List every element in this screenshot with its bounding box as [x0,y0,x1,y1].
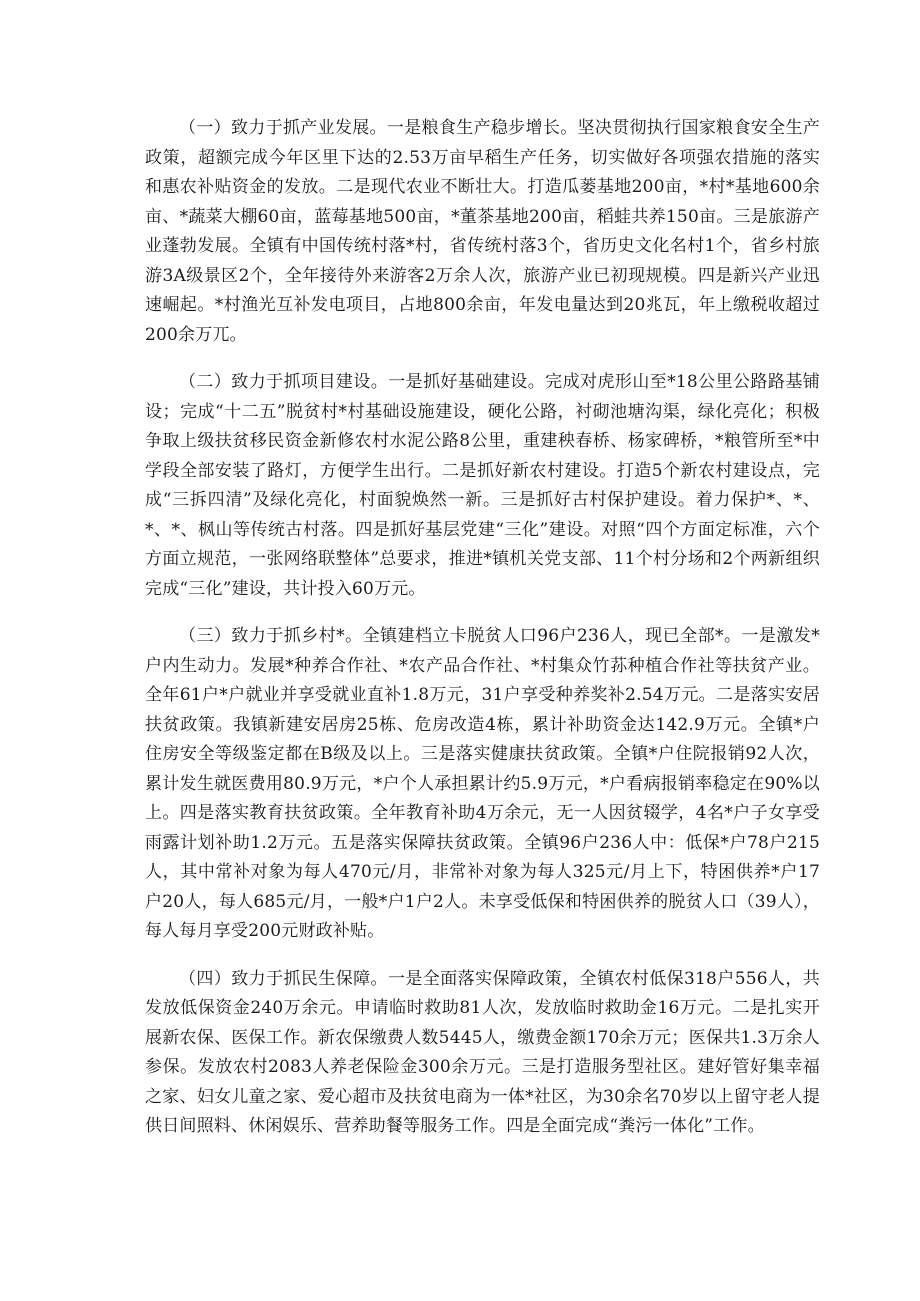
paragraph-project-construction: （二）致力于抓项目建设。一是抓好基础建设。完成对虎形山至*18公里公路路基铺设；完成“十二五”脱贫村*村基础设施建设，硬化公路，衬砌池塘沟渠，绿化亮化；积极争取上级扶贫移民资金新修农村水泥公路8公里，重建秧春桥、杨家碑桥，*粮管所至*中学段全部安装了路灯，方便学生出行。二是抓好新农村建设。打造5个新农村建设点，完成“三拆四清”及绿化亮化，村面貌焕然一新。三是抓好古村保护建设。着力保护*、*、*、*、枫山等传统古村落。四是抓好基层党建“三化”建设。对照“四个方面定标准，六个方面立规范，一张网络联整体”总要求，推进*镇机关党支部、11个村分场和2个两新组织完成“三化”建设，共计投入60万元。 [145,372,820,599]
paragraph-industry-development: （一）致力于抓产业发展。一是粮食生产稳步增长。坚决贯彻执行国家粮食安全生产政策，超额完成今年区里下达的2.53万亩早稻生产任务，切实做好各项强农措施的落实和惠农补贴资金的发放。二是现代农业不断壮大。打造瓜蒌基地200亩，*村*基地600余亩、*蔬菜大棚60亩，蓝莓基地500亩，*董茶基地200亩，稻蛙共养150亩。三是旅游产业蓬勃发展。全镇有中国传统村落*村，省传统村落3个，省历史文化名村1个，省乡村旅游3A级景区2个，全年接待外来游客2万余人次，旅游产业已初现规模。四是新兴产业迅速崛起。*村渔光互补发电项目，占地800余亩，年发电量达到20兆瓦，年上缴税收超过200余万兀。 [145,118,820,345]
paragraph-livelihood-security: （四）致力于抓民生保障。一是全面落实保障政策，全镇农村低保318户556人，共发放低保资金240万余元。申请临时救助81人次，发放临时救助金16万元。二是扎实开展新农保、医保工作。新农保缴费人数5445人，缴费金额170余万元；医保共1.3万余人参保。发放农村2083人养老保险金300余万元。三是打造服务型社区。建好管好集幸福之家、妇女儿童之家、爱心超市及扶贫电商为一体*社区，为30余名70岁以上留守老人提供日间照料、休闲娱乐、营养助餐等服务工作。四是全面完成“粪污一体化”工作。 [145,968,820,1136]
paragraph-rural-poverty-alleviation: （三）致力于抓乡村*。全镇建档立卡脱贫人口96户236人，现已全部*。一是激发*户内生动力。发展*种养合作社、*农产品合作社、*村集众竹荪种植合作社等扶贫产业。全年61户*户就业并享受就业直补1.8万元，31户享受种养奖补2.54万元。二是落实安居扶贫政策。我镇新建安居房25栋、危房改造4栋，累计补助资金达142.9万元。全镇*户住房安全等级鉴定都在B级及以上。三是落实健康扶贫政策。全镇*户住院报销92人次，累计发生就医费用80.9万元，*户个人承担累计约5.9万元，*户看病报销率稳定在90%以上。四是落实教育扶贫政策。全年教育补助4万余元，无一人因贫辍学，4名*户子女享受雨露计划补助1.2万元。五是落实保障扶贫政策。全镇96户236人中：低保*户78户215人，其中常补对象为每人470元/月，非常补对象为每人325元/月上下，特困供养*户17户20人，每人685元/月，一般*户1户2人。未享受低保和特困供养的脱贫人口（39人），每人每月享受200元财政补贴。 [145,626,820,941]
document-body [145,114,820,1160]
